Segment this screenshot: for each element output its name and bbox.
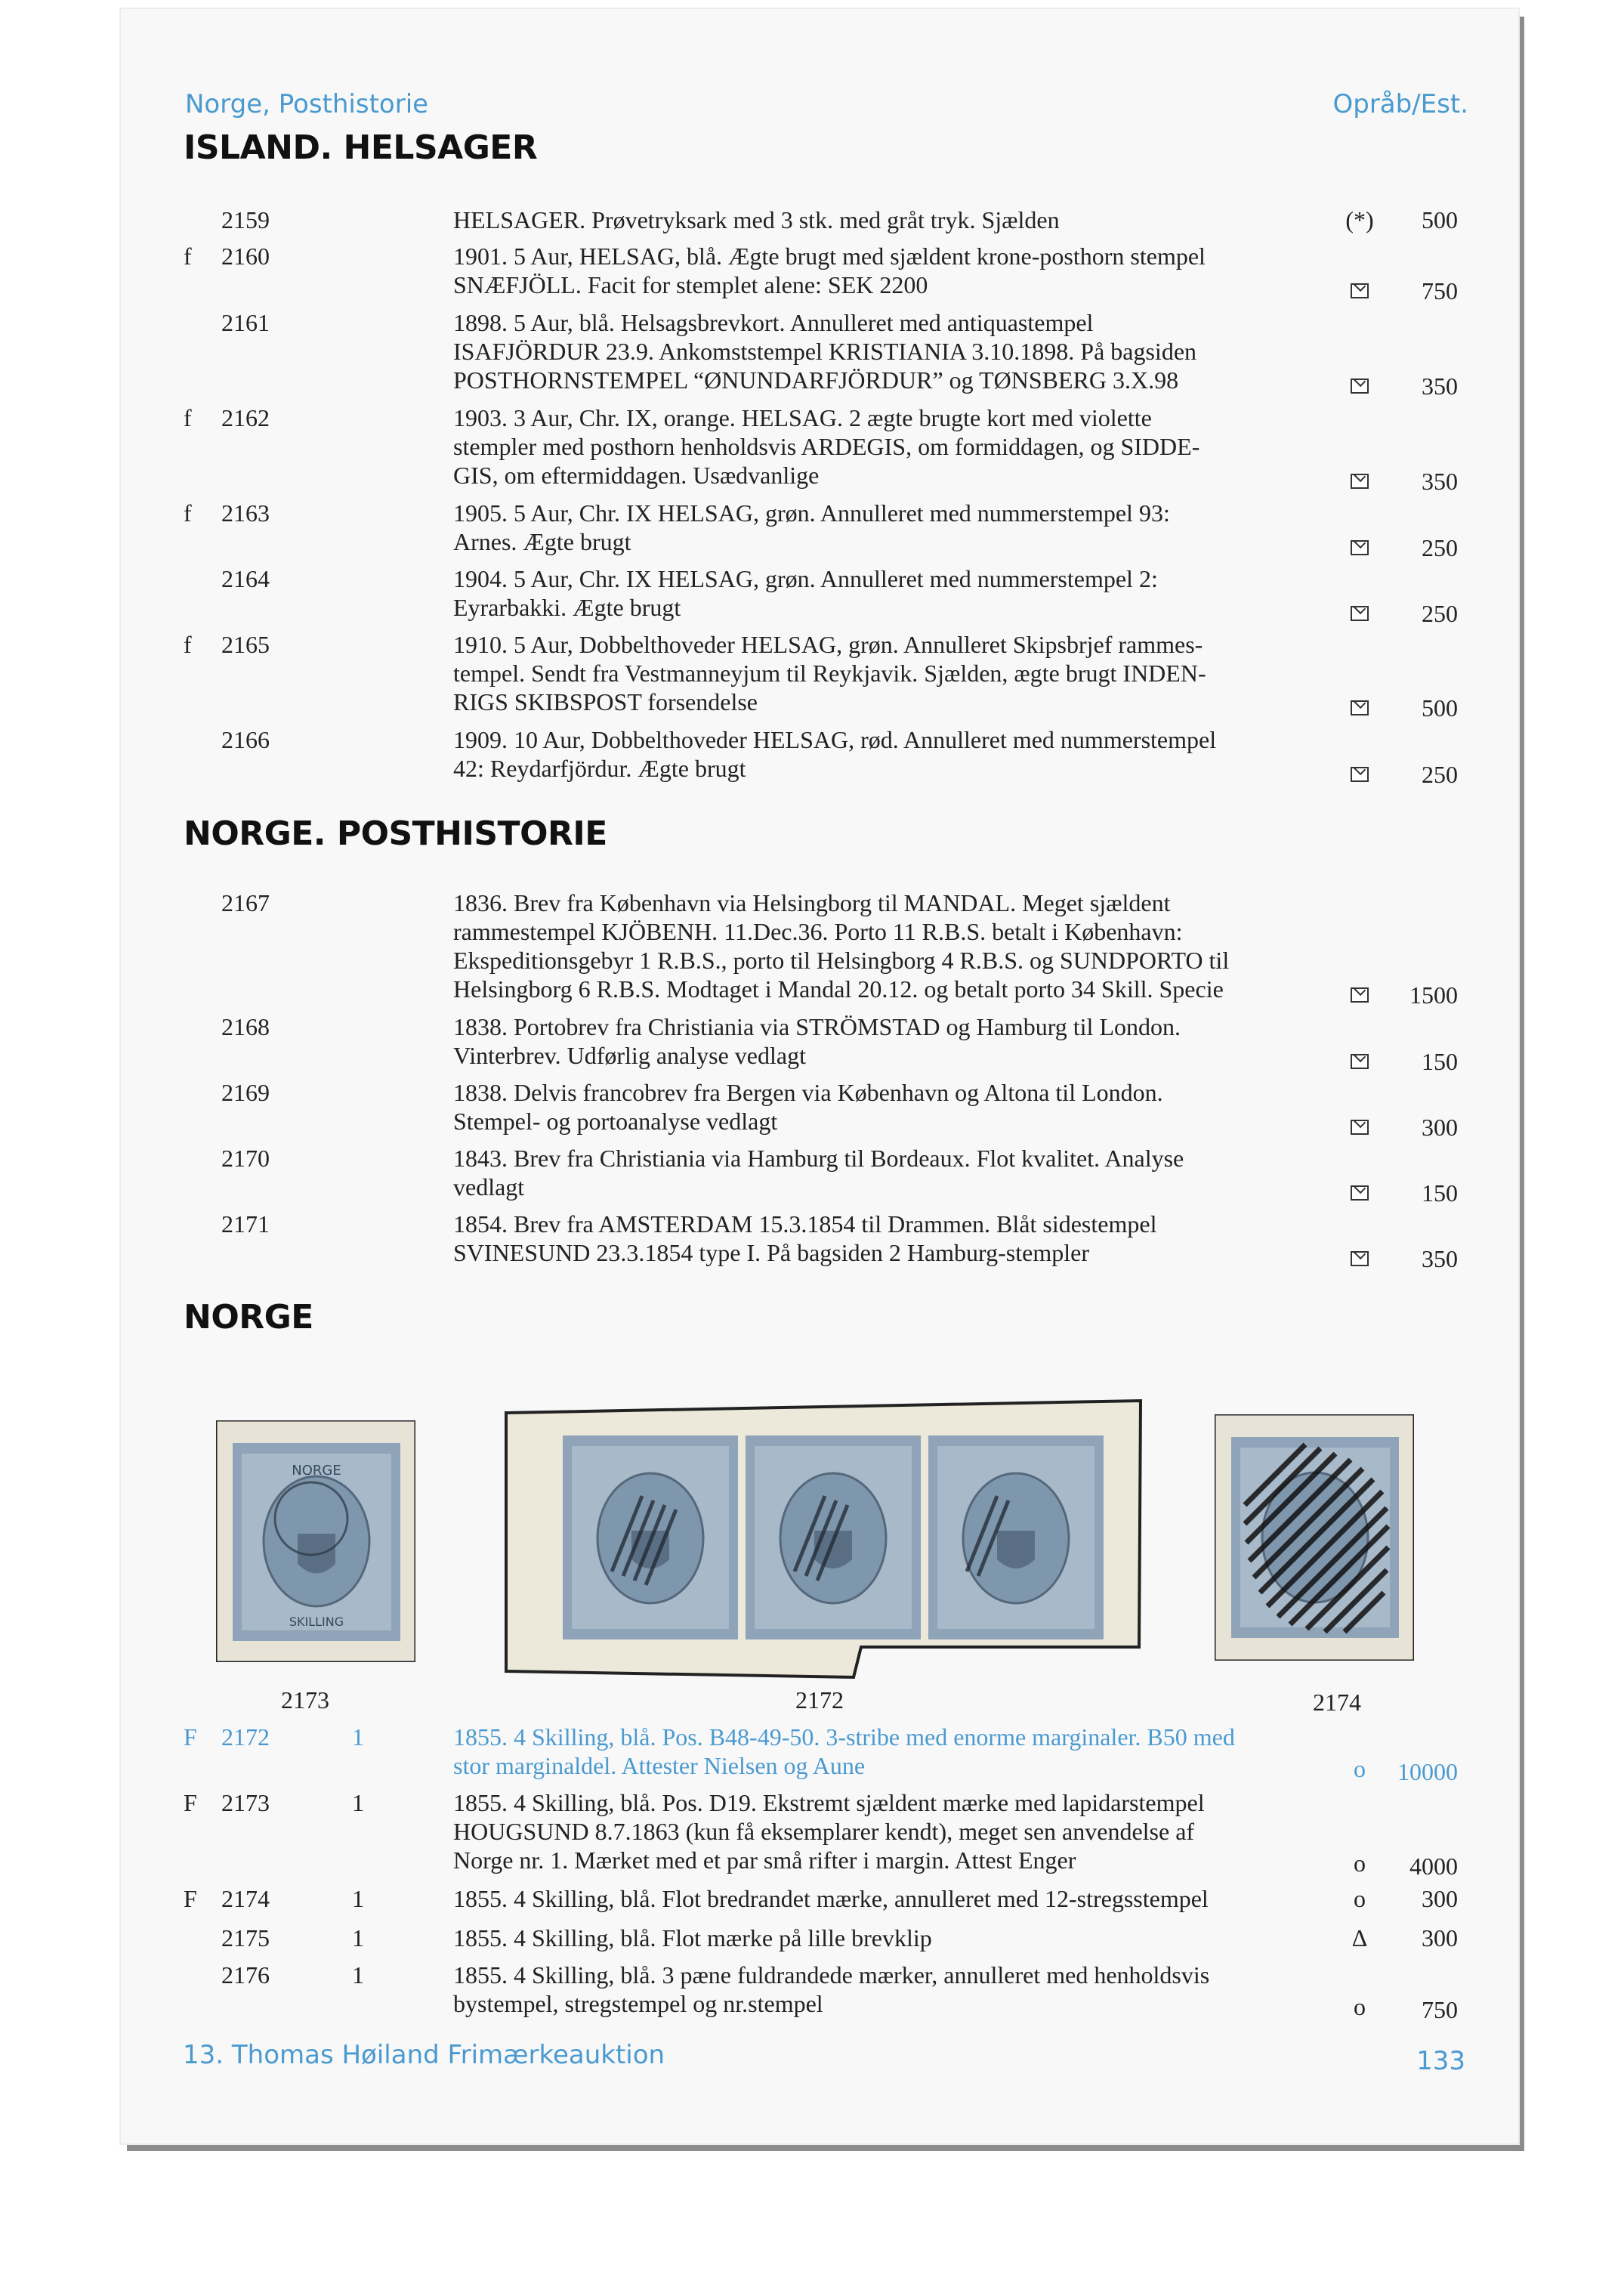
- envelope-icon: [1351, 606, 1369, 621]
- lot-description-line: 1854. Brev fra AMSTERDAM 15.3.1854 til Drammen. Blåt sidestempel: [453, 1210, 1157, 1238]
- lot-description-line: 1855. 4 Skilling, blå. Pos. B48-49-50. 3-stribe med enorme marginaler. B50 med: [453, 1723, 1235, 1751]
- lot-number: 2171: [221, 1210, 270, 1238]
- lot-flag: f: [184, 243, 192, 270]
- condition-symbol: (*): [1345, 206, 1374, 233]
- lot-description-line: 1903. 3 Aur, Chr. IX, orange. HELSAG. 2 ægte brugte kort med violette: [453, 404, 1152, 431]
- condition-symbol: Δ: [1351, 1924, 1368, 1952]
- lot-description: [453, 1924, 1329, 1952]
- lot-description-line: 1855. 4 Skilling, blå. Pos. D19. Ekstremt sjældent mærke med lapidarstempel: [453, 1789, 1205, 1816]
- cover-symbol-icon: [1345, 978, 1375, 1006]
- lot-description-line: HELSAGER. Prøvetryksark med 3 stk. med gråt tryk. Sjælden: [453, 206, 1060, 233]
- lot-quantity: 1: [352, 1789, 364, 1816]
- lot-estimate: 350: [1422, 1245, 1458, 1272]
- lot-description-line: 1904. 5 Aur, Chr. IX HELSAG, grøn. Annulleret med nummerstempel 2:: [453, 565, 1158, 592]
- cover-symbol-icon: [1345, 757, 1375, 786]
- lot-description: [453, 308, 1329, 394]
- condition-symbol: o: [1354, 1850, 1366, 1877]
- lot-estimate: 150: [1422, 1048, 1458, 1075]
- cover-symbol-icon: [1345, 1110, 1375, 1139]
- caption-2173: 2173: [281, 1686, 329, 1714]
- condition-symbol: o: [1354, 1755, 1366, 1782]
- lot-description: [453, 1723, 1329, 1780]
- condition-symbol: o: [1354, 1993, 1366, 2020]
- lot-description-line: tempel. Sendt fra Vestmanneyjum til Reykjavik. Sjælden, ægte brugt INDEN-: [453, 660, 1206, 687]
- lot-description-line: HOUGSUND 8.7.1863 (kun få eksemplarer kendt), meget sen anvendelse af: [453, 1818, 1195, 1845]
- section-title-island: ISLAND. HELSAGER: [184, 128, 538, 167]
- lot-number: 2167: [221, 889, 270, 916]
- lot-description-line: GIS, om eftermiddagen. Usædvanlige: [453, 462, 820, 489]
- lot-flag: f: [184, 631, 192, 658]
- section-title-posthistorie: NORGE. POSTHISTORIE: [184, 814, 607, 853]
- lot-description-line: vedlagt: [453, 1173, 525, 1201]
- lot-description: [453, 888, 1329, 1003]
- cover-symbol-icon: [1345, 1176, 1375, 1204]
- lot-description-line: SNÆFJÖLL. Facit for stemplet alene: SEK 2200: [453, 271, 928, 298]
- lot-description: [453, 1210, 1329, 1267]
- lot-description: [453, 206, 1329, 234]
- lot-flag: F: [184, 1885, 197, 1912]
- lot-estimate: 750: [1422, 1996, 1458, 2023]
- svg-text:NORGE: NORGE: [292, 1463, 341, 1479]
- lot-estimate: 300: [1422, 1924, 1458, 1952]
- lot-flag: F: [184, 1789, 197, 1816]
- running-header-right: Opråb/Est.: [1332, 89, 1468, 119]
- lot-number: 2160: [221, 243, 270, 270]
- lot-number: 2173: [221, 1789, 270, 1816]
- lot-estimate: 300: [1422, 1885, 1458, 1912]
- lot-description: [453, 1788, 1329, 1874]
- lot-quantity: 1: [352, 1924, 364, 1952]
- lot-description: [453, 1144, 1329, 1201]
- cover-symbol-icon: [1345, 530, 1375, 559]
- lot-estimate: 10000: [1397, 1758, 1458, 1785]
- lot-description: [453, 1078, 1329, 1136]
- envelope-icon: [1351, 1120, 1369, 1135]
- lot-description-line: rammestempel KJÖBENH. 11.Dec.36. Porto 11 R.B.S. betalt i København:: [453, 918, 1183, 945]
- lot-estimate: 1500: [1409, 981, 1458, 1009]
- lot-number: 2169: [221, 1079, 270, 1106]
- lot-number: 2161: [221, 309, 270, 336]
- lot-description-line: stor marginaldel. Attester Nielsen og Aune: [453, 1752, 866, 1779]
- lot-description-line: Ekspeditionsgebyr 1 R.B.S., porto til Helsingborg 4 R.B.S. og SUNDPORTO til: [453, 947, 1230, 974]
- running-header-left: Norge, Posthistorie: [185, 89, 429, 119]
- cover-symbol-icon: [1345, 464, 1375, 493]
- cover-symbol-icon: [1345, 1044, 1375, 1073]
- lot-description: [453, 1884, 1329, 1913]
- lot-description-line: 1838. Portobrev fra Christiania via STRÖMSTAD og Hamburg til London.: [453, 1013, 1181, 1040]
- cover-symbol-icon: [1345, 369, 1375, 397]
- lot-description-line: 1910. 5 Aur, Dobbelthoveder HELSAG, grøn. Annulleret Skipsbrjef rammes-: [453, 631, 1203, 658]
- lot-description-line: 42: Reydarfjördur. Ægte brugt: [453, 755, 746, 782]
- lot-number: 2168: [221, 1013, 270, 1040]
- stamp-image-2173: [216, 1420, 415, 1666]
- caption-2174: 2174: [1313, 1689, 1361, 1716]
- lot-description-line: POSTHORNSTEMPEL “ØNUNDARFJÖRDUR” og TØNSBERG 3.X.98: [453, 366, 1179, 394]
- lot-estimate: 350: [1422, 468, 1458, 495]
- lot-estimate: 300: [1422, 1114, 1458, 1141]
- lot-description-line: stempler med posthorn henholdsvis ARDEGIS, om formiddagen, og SIDDE-: [453, 433, 1200, 460]
- lot-description-line: SVINESUND 23.3.1854 type I. På bagsiden 2 Hamburg-stempler: [453, 1239, 1089, 1266]
- lot-estimate: 750: [1422, 277, 1458, 304]
- lot-description-line: Eyrarbakki. Ægte brugt: [453, 594, 681, 621]
- lot-number: 2159: [221, 206, 270, 233]
- lot-estimate: 500: [1422, 206, 1458, 233]
- footer-auction-name: 13. Thomas Høiland Frimærkeauktion: [183, 2040, 665, 2070]
- lot-description-line: 1838. Delvis francobrev fra Bergen via København og Altona til London.: [453, 1079, 1163, 1106]
- lot-estimate: 4000: [1409, 1853, 1458, 1880]
- lot-estimate: 250: [1422, 600, 1458, 627]
- lot-number: 2162: [221, 404, 270, 431]
- caption-2172: 2172: [795, 1686, 844, 1714]
- stamp-image-2172: [499, 1398, 1144, 1689]
- lot-number: 2165: [221, 631, 270, 658]
- footer-page-number: 133: [1416, 2046, 1465, 2076]
- lot-description-line: Helsingborg 6 R.B.S. Modtaget i Mandal 20.12. og betalt porto 34 Skill. Specie: [453, 975, 1224, 1003]
- envelope-icon: [1351, 474, 1369, 489]
- lot-description-line: 1901. 5 Aur, HELSAG, blå. Ægte brugt med sjældent krone-posthorn stempel: [453, 243, 1206, 270]
- lot-description-line: 1898. 5 Aur, blå. Helsagsbrevkort. Annulleret med antiquastempel: [453, 309, 1094, 336]
- lot-description-line: 1836. Brev fra København via Helsingborg til MANDAL. Meget sjældent: [453, 889, 1171, 916]
- lot-description: [453, 403, 1329, 490]
- lot-description-line: 1855. 4 Skilling, blå. Flot mærke på lille brevklip: [453, 1924, 932, 1952]
- lot-description: [453, 725, 1329, 783]
- lot-number: 2174: [221, 1885, 270, 1912]
- lot-number: 2170: [221, 1145, 270, 1172]
- lot-quantity: 1: [352, 1723, 364, 1751]
- lot-description-line: 1909. 10 Aur, Dobbelthoveder HELSAG, rød. Annulleret med nummerstempel: [453, 726, 1217, 753]
- svg-text:SKILLING: SKILLING: [289, 1615, 344, 1629]
- lot-number: 2175: [221, 1924, 270, 1952]
- stamp-image-2174: [1215, 1414, 1414, 1664]
- lot-description: [453, 564, 1329, 622]
- lot-number: 2172: [221, 1723, 270, 1751]
- lot-number: 2166: [221, 726, 270, 753]
- envelope-icon: [1351, 1251, 1369, 1266]
- lot-description-line: 1843. Brev fra Christiania via Hamburg til Bordeaux. Flot kvalitet. Analyse: [453, 1145, 1184, 1172]
- lot-description-line: 1855. 4 Skilling, blå. Flot bredrandet mærke, annulleret med 12-stregsstempel: [453, 1885, 1209, 1912]
- envelope-icon: [1351, 1185, 1369, 1201]
- lot-quantity: 1: [352, 1885, 364, 1912]
- cover-symbol-icon: [1345, 596, 1375, 625]
- cover-symbol-icon: [1345, 691, 1375, 719]
- lot-description: [453, 1961, 1329, 2018]
- lot-number: 2164: [221, 565, 270, 592]
- lot-description-line: 1905. 5 Aur, Chr. IX HELSAG, grøn. Annulleret med nummerstempel 93:: [453, 499, 1170, 527]
- lot-estimate: 250: [1422, 761, 1458, 788]
- lot-quantity: 1: [352, 1961, 364, 1989]
- cover-symbol-icon: [1345, 273, 1375, 302]
- lot-description-line: RIGS SKIBSPOST forsendelse: [453, 688, 758, 715]
- envelope-icon: [1351, 767, 1369, 782]
- lot-description-line: ISAFJÖRDUR 23.9. Ankomststempel KRISTIANIA 3.10.1898. På bagsiden: [453, 338, 1197, 365]
- envelope-icon: [1351, 987, 1369, 1003]
- lot-description-line: Arnes. Ægte brugt: [453, 528, 631, 555]
- lot-description-line: Stempel- og portoanalyse vedlagt: [453, 1108, 778, 1135]
- lot-description-line: Norge nr. 1. Mærket med et par små rifter i margin. Attest Enger: [453, 1846, 1076, 1874]
- lot-estimate: 150: [1422, 1179, 1458, 1207]
- envelope-icon: [1351, 283, 1369, 298]
- lot-flag: F: [184, 1723, 197, 1751]
- lot-flag: f: [184, 499, 192, 527]
- lot-estimate: 350: [1422, 372, 1458, 400]
- lot-flag: f: [184, 404, 192, 431]
- lot-estimate: 500: [1422, 694, 1458, 722]
- envelope-icon: [1351, 1054, 1369, 1069]
- lot-description-line: Vinterbrev. Udførlig analyse vedlagt: [453, 1042, 806, 1069]
- cover-symbol-icon: [1345, 1241, 1375, 1270]
- lot-number: 2163: [221, 499, 270, 527]
- condition-symbol: o: [1354, 1885, 1366, 1912]
- lot-description: [453, 499, 1329, 556]
- lot-estimate: 250: [1422, 534, 1458, 561]
- section-title-norge: NORGE: [184, 1298, 313, 1337]
- lot-number: 2176: [221, 1961, 270, 1989]
- envelope-icon: [1351, 540, 1369, 555]
- lot-description-line: 1855. 4 Skilling, blå. 3 pæne fuldrandede mærker, annulleret med henholdsvis: [453, 1961, 1210, 1989]
- lot-description: [453, 242, 1329, 299]
- envelope-icon: [1351, 700, 1369, 715]
- lot-description: [453, 1012, 1329, 1070]
- lot-description-line: bystempel, stregstempel og nr.stempel: [453, 1990, 823, 2017]
- lot-description: [453, 630, 1329, 716]
- envelope-icon: [1351, 379, 1369, 394]
